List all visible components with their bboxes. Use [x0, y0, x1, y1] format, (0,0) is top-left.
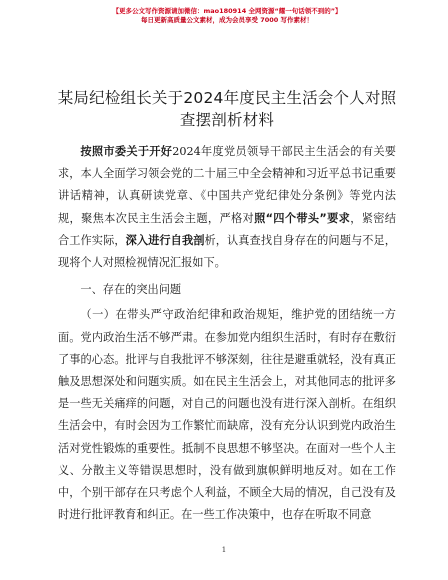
document-title: 某局纪检组长关于2024年度民主生活会个人对照查摆剖析材料 — [57, 89, 397, 129]
intro-bold-tail: 深入进行自我剖 — [125, 233, 205, 247]
promo-banner-line-1: 【更多公文写作资源请加微信：mao180914 全网资源“耀一句话领不到的”】 — [112, 7, 342, 15]
intro-bold-mid: 照“四个带头”要求 — [254, 211, 351, 225]
intro-text-3: 析，认真查找自身存在的问题与不足，现将个人对照检视情况汇报如下。 — [58, 233, 396, 270]
intro-text-1: 2024年度党员领导干部民主生活会的有关要求，本人全面学习领会党的二十届三中全会精神和习近平总书记重要讲话精神，认真研读党章、《中国共产党纪律处分条例》等党内法规，聚焦本次民主生活会主题，严格对 — [58, 145, 396, 225]
intro-paragraph — [58, 141, 396, 274]
body-paragraph: （一）在带头严守政治纪律和政治规矩，维护党的团结统一方面。党内政治生活不够严肃。在参加党内组织生活时，有时存在敷衍了事的心态。批评与自我批评不够深刻，往往是避重就轻，没有真正触及思想深处和问题实质。如在民主生活会上，对其他同志的批评多是一些无关痛痒的问题，对自己的问题也没有进行深入剖析。在组织生活会中，有时会因为工作繁忙而缺席，没有充分认识到党内政治生活对党性锻炼的重要性。抵制不良思想不够坚决。在面对一些个人主义、分散主义等错误思想时，没有做到旗帜鲜明地反对。如在工作中，个别干部存在只考虑个人利益，不顾全大局的情况，自己没有及时进行批评教育和纠正。在一些工作决策中，也存在听取不同意 — [58, 308, 396, 522]
page-number: 1 — [221, 546, 227, 554]
intro-text-2: ，紧密结合工作实际， — [58, 211, 396, 247]
promo-banner-line-2: 每日更新高质量公文素材，成为会员享受 7000 写作素材！ — [140, 16, 314, 24]
section-heading: 一、存在的突出问题 — [80, 283, 182, 297]
promo-banner — [58, 7, 396, 25]
intro-bold-lead: 按照市委关于开好 — [80, 145, 173, 158]
